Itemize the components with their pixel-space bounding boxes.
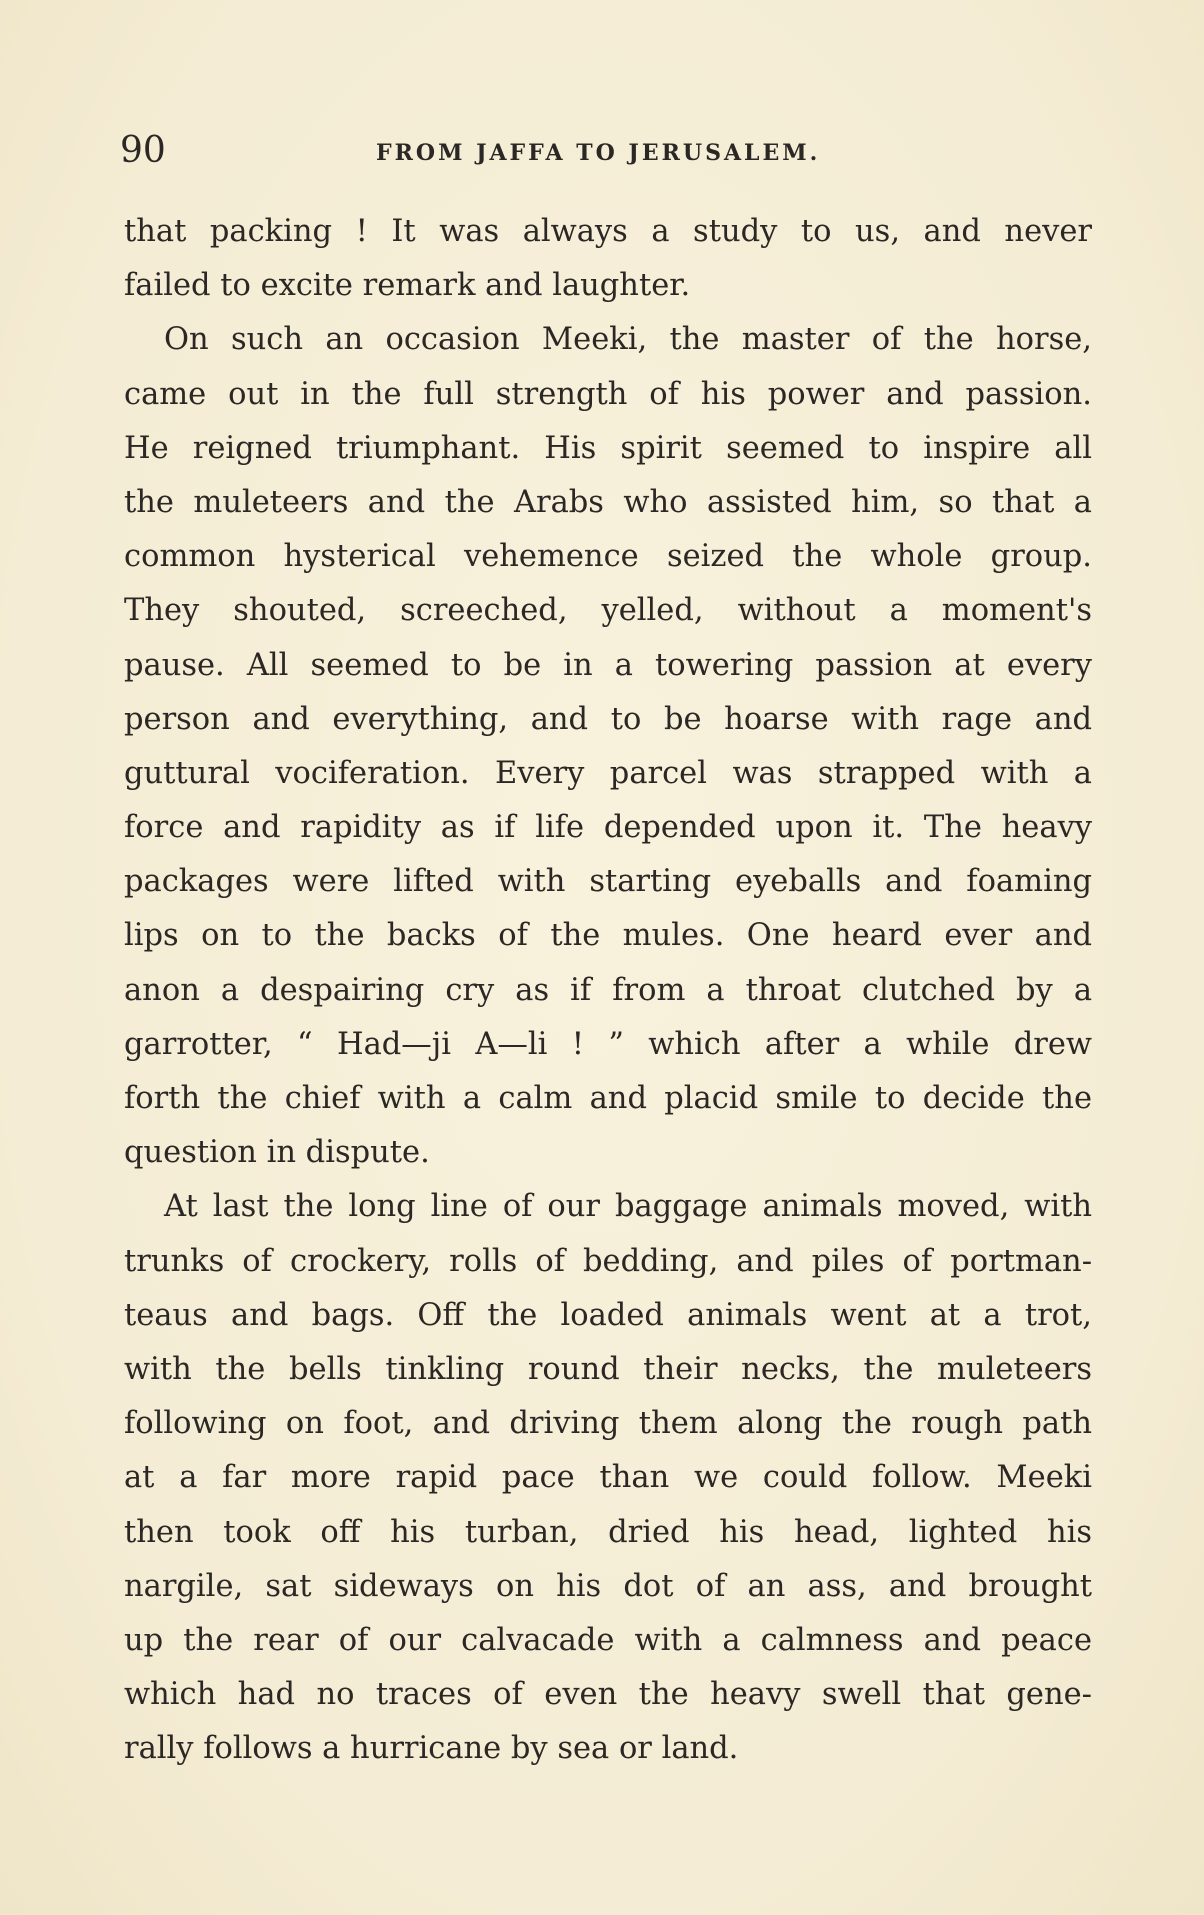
text-line: nargile, sat sideways on his dot of an ass, and brought (124, 1568, 1092, 1604)
text-line: the muleteers and the Arabs who assisted him, so that a (124, 484, 1092, 520)
text-line: force and rapidity as if life depended upon it. The heavy (124, 810, 1092, 846)
text-line: anon a despairing cry as if from a throat clutched by a (124, 972, 1092, 1008)
text-line: then took off his turban, dried his head, lighted his (124, 1514, 1092, 1550)
text-line: which had no traces of even the heavy swell that gene- (124, 1677, 1092, 1713)
text-line: packages were lifted with starting eyeballs and foaming (124, 864, 1092, 900)
text-line: He reigned triumphant. His spirit seemed to inspire all (124, 430, 1092, 466)
text-line: guttural vociferation. Every parcel was strapped with a (124, 755, 1092, 791)
text-line: at a far more rapid pace than we could follow. Meeki (124, 1460, 1092, 1496)
text-line: came out in the full strength of his power and passion. (124, 376, 1092, 412)
text-line: On such an occasion Meeki, the master of the horse, (164, 322, 1092, 358)
text-line: with the bells tinkling round their necks, the muleteers (124, 1351, 1092, 1387)
text-line: person and everything, and to be hoarse with rage and (124, 701, 1092, 737)
text-line: failed to excite remark and laughter. (124, 268, 691, 304)
running-title: FROM JAFFA TO JERUSALEM. (376, 140, 821, 166)
text-line: lips on to the backs of the mules. One heard ever and (124, 918, 1092, 954)
text-line: trunks of crockery, rolls of bedding, and piles of portman- (124, 1243, 1092, 1279)
text-line: pause. All seemed to be in a towering passion at every (124, 647, 1092, 683)
text-line: following on foot, and driving them along the rough path (124, 1406, 1092, 1442)
text-line: At last the long line of our baggage animals moved, with (164, 1189, 1092, 1225)
text-line: rally follows a hurricane by sea or land. (124, 1731, 739, 1767)
text-line: teaus and bags. Off the loaded animals went at a trot, (124, 1297, 1092, 1333)
text-line: that packing ! It was always a study to us, and never (124, 214, 1092, 249)
page-header (120, 130, 1090, 180)
body-text (124, 205, 1092, 1776)
text-line: They shouted, screeched, yelled, without a moment's (124, 593, 1092, 629)
text-line: garrotter, “ Had—ji A—li ! ” which after a while drew (124, 1026, 1092, 1062)
text-line: up the rear of our calvacade with a calmness and peace (124, 1622, 1092, 1658)
page-number: 90 (120, 130, 166, 171)
text-line: question in dispute. (124, 1135, 430, 1171)
text-line: common hysterical vehemence seized the whole group. (124, 539, 1092, 575)
text-line: forth the chief with a calm and placid smile to decide the (124, 1081, 1092, 1116)
